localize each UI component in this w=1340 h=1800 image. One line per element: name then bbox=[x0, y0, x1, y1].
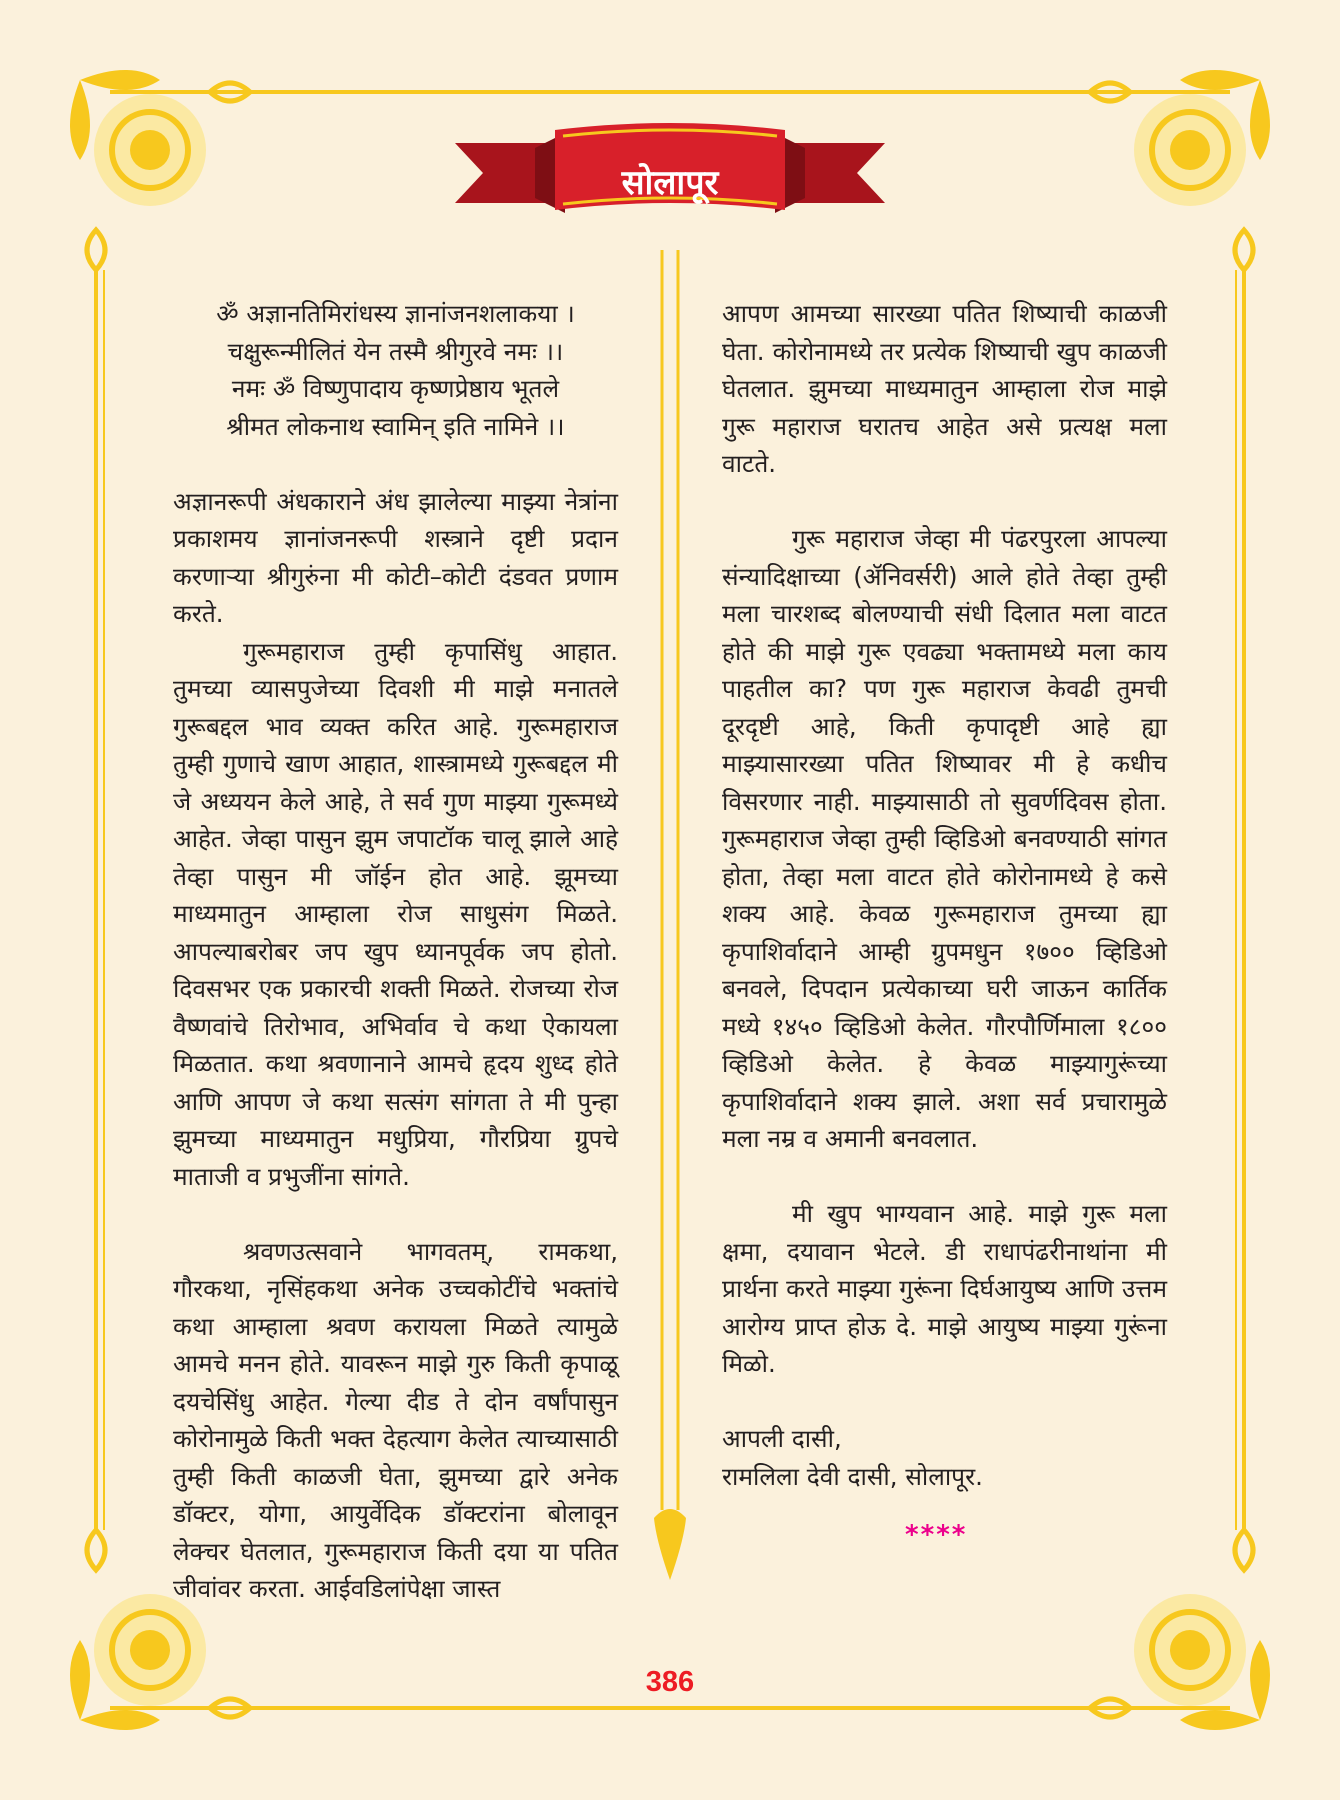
paragraph: आपण आमच्या सारख्या पतित शिष्याची काळजी घेता. कोरोनामध्ये तर प्रत्येक शिष्याची खुप काळजी घेतलात. झुमच्या माध्यमातुन आम्हाला रोज माझे गुरू महाराज घरातच आहेत असे प्रत्यक्ष मला वाटते. bbox=[722, 299, 1167, 478]
left-column bbox=[173, 295, 618, 1608]
page-title: सोलापूर bbox=[621, 163, 719, 203]
mantra-line: श्रीमत लोकनाथ स्वामिन् इति नामिने ।। bbox=[226, 411, 565, 441]
closing-stars: **** bbox=[905, 1520, 968, 1550]
paragraph: गुरू महाराज जेव्हा मी पंढरपुरला आपल्या संन्यादिक्षाच्या (ॲनिवर्सरी) आले होते तेव्हा तुम्ही मला चारशब्द बोलण्याची संधी दिलात मला वाटत होते की माझे गुरू एवढ्या भक्तामध्ये मला काय पाहतील का? पण गुरू महाराज केवढी तुमची दूरदृष्टी आहे, किती कृपादृष्टी आहे ह्या माझ्यासारख्या पतित शिष्यावर मी हे कधीच विसरणार नाही. माझ्यासाठी तो सुवर्णदिवस होता. गुरूमहाराज जेव्हा तुम्ही व्हिडिओ बनवण्याठी सांगत होता, तेव्हा मला वाटत होते कोरोनामध्ये हे कसे शक्य आहे. केवळ गुरूमहाराज तुमच्या ह्या कृपाशिर्वादाने आम्ही ग्रुपमधुन १७०० व्हिडिओ बनवले, दिपदान प्रत्येकाच्या घरी जाऊन कार्तिक मध्ये १४५० व्हिडिओ केलेत. गौरपौर्णिमाला १८०० व्हिडिओ केलेत. हे केवळ माझ्यागुरूंच्या कृपाशिर्वादाने शक्य झाले. अशा सर्व प्रचारामुळे मला नम्र व अमानी बनवलात. bbox=[722, 524, 1167, 1153]
signature-line: आपली दासी, bbox=[722, 1424, 842, 1453]
signature-line: रामलिला देवी दासी, सोलापूर. bbox=[722, 1461, 983, 1491]
sanskrit-mantra bbox=[173, 295, 618, 445]
paragraph: गुरूमहाराज तुम्ही कृपासिंधु आहात. तुमच्या व्यासपुजेच्या दिवशी मी माझे मनातले गुरूबद्दल भाव व्यक्त करित आहे. गुरूमहाराज तुम्ही गुणाचे खाण आहात, शास्त्रामध्ये गुरूबद्दल मी जे अध्ययन केले आहे, ते सर्व गुण माझ्या गुरूमध्ये आहेत. जेव्हा पासुन झुम जपाटॉक चालू झाले आहे तेव्हा पासुन मी जॉईन होत आहे. झूमच्या माध्यमातुन आम्हाला रोज साधुसंग मिळते. आपल्याबरोबर जप खुप ध्यानपूर्वक जप होतो. दिवसभर एक प्रकारची शक्ती मिळते. रोजच्या रोज वैष्णवांचे तिरोभाव, अभिर्वाव चे कथा ऐकायला मिळतात. कथा श्रवणानाने आमचे हृदय शुध्द होते आणि आपण जे कथा सत्संग सांगता ते मी पुन्हा झुमच्या माध्यमातुन मधुप्रिया, गौरप्रिया ग्रुपचे माताजी व प्रभुजींना सांगते. bbox=[173, 636, 618, 1191]
column-divider bbox=[648, 250, 692, 1590]
paragraph: मी खुप भाग्यवान आहे. माझे गुरू मला क्षमा, दयावान भेटले. डी राधापंढरीनाथांना मी प्रार्थना करते माझ्या गुरूंना दिर्घआयुष्य आणि उत्तम आरोग्य प्राप्त होऊ दे. माझे आयुष्य माझ्या गुरूंना मिळो. bbox=[722, 1199, 1167, 1378]
page-number: 386 bbox=[645, 1666, 695, 1698]
right-column bbox=[722, 295, 1167, 1495]
mantra-line: ॐ अज्ञानतिमिरांधस्य ज्ञानांजनशलाकया । bbox=[216, 299, 575, 328]
paragraph: अज्ञानरूपी अंधकाराने अंध झालेल्या माझ्या नेत्रांना प्रकाशमय ज्ञानांजनरूपी शस्त्राने दृष्टी प्रदान करणाऱ्या श्रीगुरुंना मी कोटी–कोटी दंडवत प्रणाम करते. bbox=[173, 486, 618, 628]
mantra-line: चक्षुरून्मीलितं येन तस्मै श्रीगुरवे नमः ।। bbox=[227, 336, 564, 366]
mantra-line: नमः ॐ विष्णुपादाय कृष्णप्रेष्ठाय भूतले bbox=[231, 374, 560, 403]
paragraph: श्रवणउत्सवाने भागवतम्, रामकथा, गौरकथा, नृसिंहकथा अनेक उच्चकोटींचे भक्तांचे कथा आम्हाला श्रवण करायला मिळते त्यामुळे आमचे मनन होते. यावरून माझे गुरु किती कृपाळू दयचेसिंधु आहेत. गेल्या दीड ते दोन वर्षांपासुन कोरोनामुळे किती भक्त देहत्याग केलेत त्याच्यासाठी तुम्ही किती काळजी घेता, झुमच्या द्वारे अनेक डॉक्टर, योगा, आयुर्वेदिक डॉक्टरांना बोलावून लेक्चर घेतलात, गुरूमहाराज किती दया या पतित जीवांवर करता. आईवडिलांपेक्षा जास्त bbox=[173, 1236, 618, 1603]
